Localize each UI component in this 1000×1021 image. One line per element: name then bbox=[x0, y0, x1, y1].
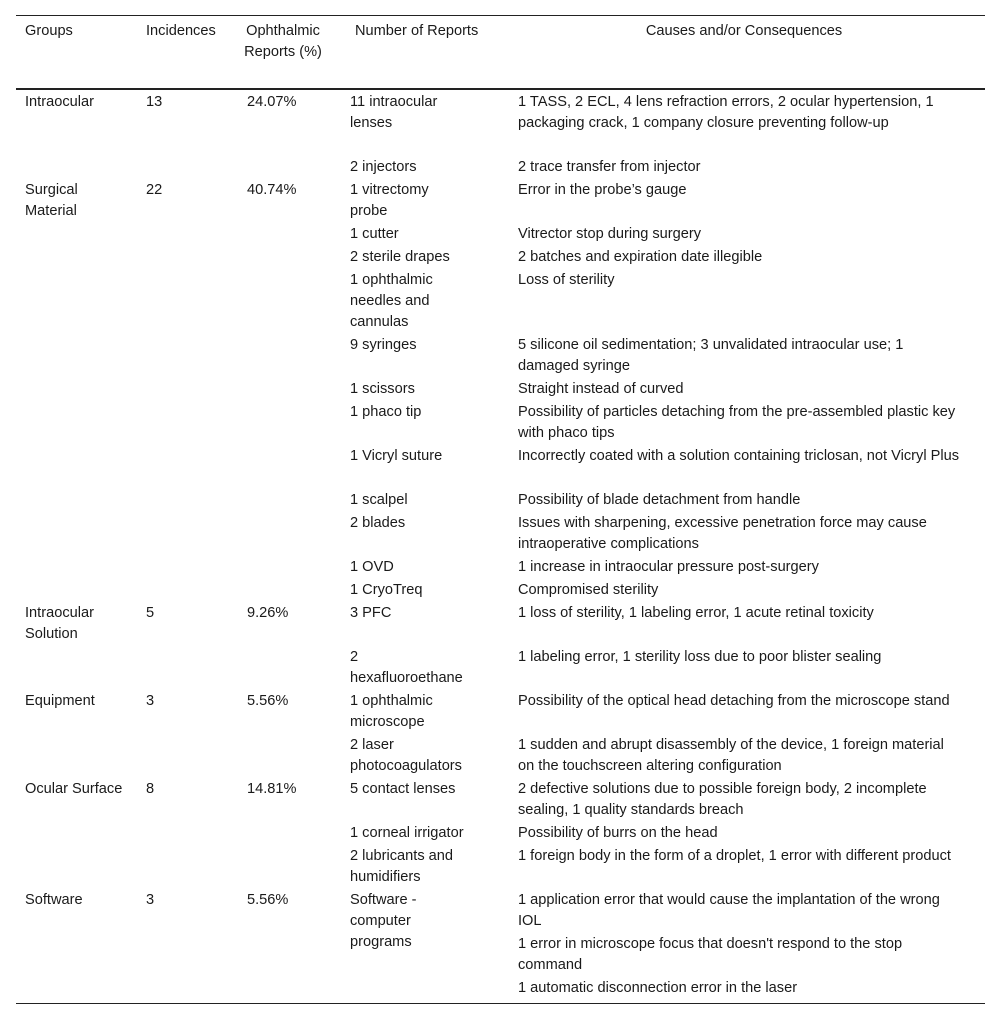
group-percent: 14.81% bbox=[247, 781, 297, 797]
group-name: Software bbox=[25, 892, 83, 908]
report-item: 5 contact lenses bbox=[350, 781, 456, 797]
report-cause: 5 silicone oil sedimentation; 3 unvalidated intraocular use; 1 damaged syringe bbox=[518, 337, 904, 374]
group-incidences: 3 bbox=[146, 892, 155, 908]
report-item: 3 PFC bbox=[350, 605, 392, 621]
report-cause: 1 automatic disconnection error in the laser bbox=[518, 980, 798, 996]
report-cause: Possibility of blade detachment from handle bbox=[518, 492, 801, 508]
report-cause: 2 batches and expiration date illegible bbox=[518, 249, 763, 265]
report-cause: Error in the probe’s gauge bbox=[518, 182, 687, 198]
report-item: 2 injectors bbox=[350, 159, 417, 175]
report-item: 1 ophthalmic needles and cannulas bbox=[350, 272, 433, 330]
report-cause: 1 labeling error, 1 sterility loss due to poor blister sealing bbox=[518, 649, 882, 665]
table-bottom-rule bbox=[16, 1003, 985, 1004]
report-cause: 1 sudden and abrupt disassembly of the device, 1 foreign material on the touchscreen altering configuration bbox=[518, 737, 944, 774]
report-cause: 1 foreign body in the form of a droplet, 1 error with different product bbox=[518, 848, 951, 864]
group-incidences: 8 bbox=[146, 781, 155, 797]
report-cause: 2 trace transfer from injector bbox=[518, 159, 701, 175]
report-item: 11 intraocular lenses bbox=[350, 94, 438, 131]
report-cause: Possibility of burrs on the head bbox=[518, 825, 718, 841]
report-cause: 1 loss of sterility, 1 labeling error, 1 acute retinal toxicity bbox=[518, 605, 874, 621]
report-cause: 1 application error that would cause the implantation of the wrong IOL bbox=[518, 892, 940, 929]
header-number-of-reports: Number of Reports bbox=[355, 23, 479, 39]
report-item: 1 scissors bbox=[350, 381, 415, 397]
report-cause: Incorrectly coated with a solution containing triclosan, not Vicryl Plus bbox=[518, 448, 960, 464]
group-incidences: 5 bbox=[146, 605, 155, 621]
group-name: Equipment bbox=[25, 693, 95, 709]
group-percent: 5.56% bbox=[247, 693, 289, 709]
report-cause: 1 increase in intraocular pressure post-surgery bbox=[518, 559, 819, 575]
report-cause: 1 error in microscope focus that doesn't respond to the stop command bbox=[518, 936, 903, 973]
group-incidences: 22 bbox=[146, 182, 163, 198]
report-item: 2 lubricants and humidifiers bbox=[350, 848, 454, 885]
report-item: 1 ophthalmic microscope bbox=[350, 693, 433, 730]
report-item: 1 CryoTreq bbox=[350, 582, 423, 598]
report-cause: Vitrector stop during surgery bbox=[518, 226, 702, 242]
report-cause: Straight instead of curved bbox=[518, 381, 684, 397]
group-name: Intraocular bbox=[25, 94, 94, 110]
report-cause: 2 defective solutions due to possible foreign body, 2 incomplete sealing, 1 quality standards breach bbox=[518, 781, 927, 818]
report-item: 1 corneal irrigator bbox=[350, 825, 464, 841]
report-item: 2 blades bbox=[350, 515, 406, 531]
table-header-rule bbox=[16, 88, 985, 90]
header-groups: Groups bbox=[25, 23, 73, 39]
report-cause: Possibility of particles detaching from the pre-assembled plastic key with phaco tips bbox=[518, 404, 956, 441]
group-name: Surgical Material bbox=[25, 182, 78, 219]
report-item: 1 cutter bbox=[350, 226, 399, 242]
report-item: 2 hexafluoroethane bbox=[350, 649, 463, 686]
report-item: Software - computer programs bbox=[350, 892, 417, 950]
group-percent: 24.07% bbox=[247, 94, 297, 110]
table-top-rule bbox=[16, 15, 985, 16]
report-item: 9 syringes bbox=[350, 337, 417, 353]
report-cause: 1 TASS, 2 ECL, 4 lens refraction errors, 2 ocular hypertension, 1 packaging crack, 1 company closure preventing follow-up bbox=[518, 94, 934, 131]
report-cause: Loss of sterility bbox=[518, 272, 615, 288]
group-incidences: 3 bbox=[146, 693, 155, 709]
header-causes: Causes and/or Consequences bbox=[645, 23, 843, 39]
header-incidences: Incidences bbox=[146, 23, 216, 39]
report-item: 1 Vicryl suture bbox=[350, 448, 443, 464]
report-cause: Compromised sterility bbox=[518, 582, 659, 598]
group-percent: 5.56% bbox=[247, 892, 289, 908]
header-ophthalmic-reports: Ophthalmic Reports (%) bbox=[244, 23, 322, 60]
group-name: Ocular Surface bbox=[25, 781, 123, 797]
report-cause: Issues with sharpening, excessive penetration force may cause intraoperative complications bbox=[518, 515, 927, 552]
group-percent: 40.74% bbox=[247, 182, 297, 198]
group-incidences: 13 bbox=[146, 94, 163, 110]
report-item: 1 scalpel bbox=[350, 492, 408, 508]
report-cause: Possibility of the optical head detaching from the microscope stand bbox=[518, 693, 950, 709]
group-percent: 9.26% bbox=[247, 605, 289, 621]
report-item: 1 vitrectomy probe bbox=[350, 182, 429, 219]
report-item: 1 OVD bbox=[350, 559, 394, 575]
report-item: 2 laser photocoagulators bbox=[350, 737, 462, 774]
report-item: 1 phaco tip bbox=[350, 404, 422, 420]
group-name: Intraocular Solution bbox=[25, 605, 94, 642]
report-item: 2 sterile drapes bbox=[350, 249, 450, 265]
